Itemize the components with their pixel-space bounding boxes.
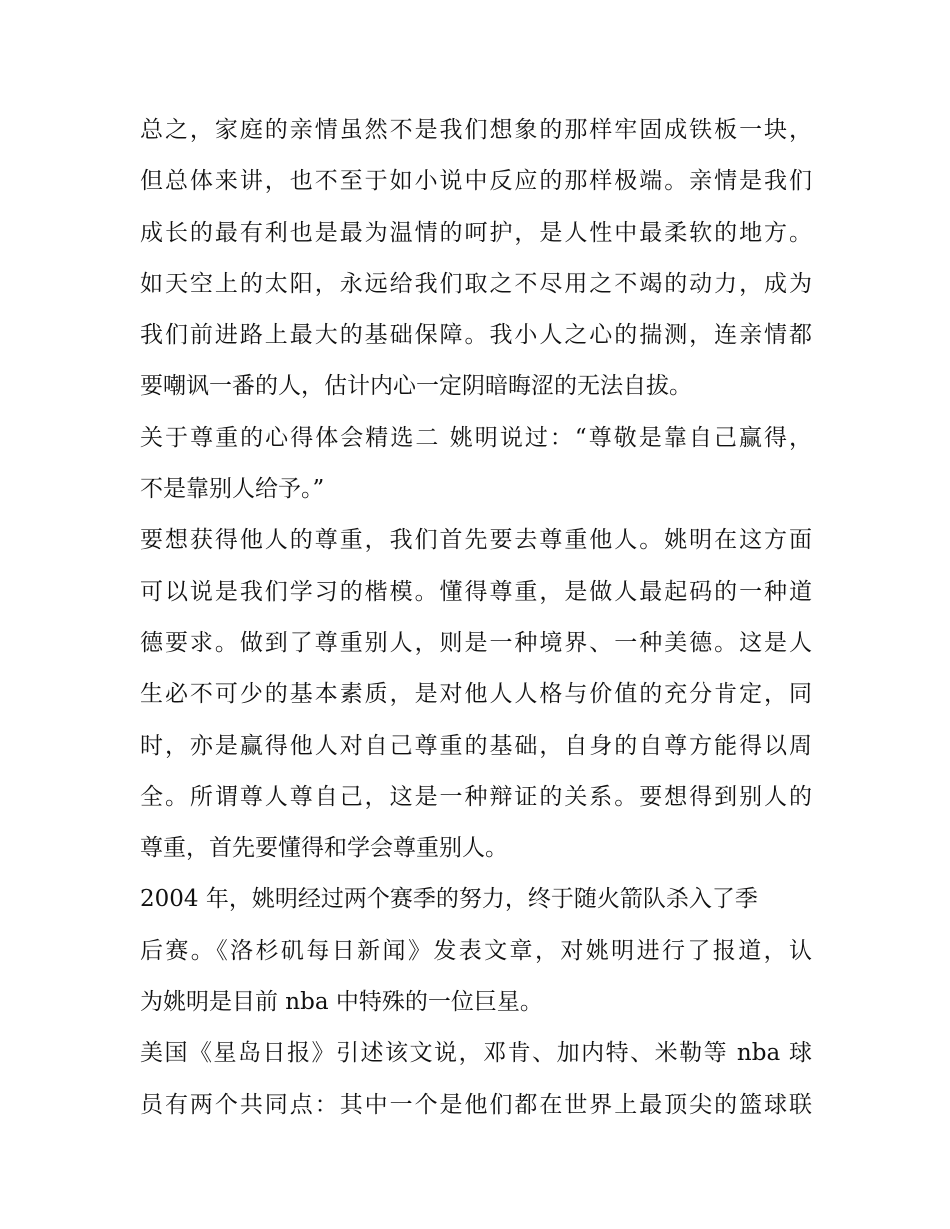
text-line: 后赛。《洛杉矶每日新闻》发表文章，对姚明进行了报道，认 <box>140 937 812 964</box>
text-line: 美国《星岛日报》引述该文说，邓肯、加内特、米勒等 nba 球 <box>140 1040 812 1067</box>
text-line: 如天空上的太阳，永远给我们取之不尽用之不竭的动力，成为 <box>140 270 812 297</box>
text-line: 时，亦是赢得他人对自己尊重的基础，自身的自尊方能得以周 <box>140 732 812 759</box>
text-line: 员有两个共同点：其中一个是他们都在世界上最顶尖的篮球联 <box>140 1091 812 1118</box>
text-line: 尊重，首先要懂得和学会尊重别人。 <box>140 835 508 862</box>
text-line: 关于尊重的心得体会精选二 姚明说过：“尊敬是靠自己赢得， <box>140 424 812 451</box>
text-line: 我们前进路上最大的基础保障。我小人之心的揣测，连亲情都 <box>140 322 812 349</box>
text-line: 生必不可少的基本素质，是对他人人格与价值的充分肯定，同 <box>140 681 812 708</box>
text-line: 总之，家庭的亲情虽然不是我们想象的那样牢固成铁板一块， <box>140 117 812 143</box>
text-line: 为姚明是目前 nba 中特殊的一位巨星。 <box>140 989 543 1016</box>
text-line: 但总体来讲，也不至于如小说中反应的那样极端。亲情是我们 <box>140 168 812 195</box>
text-line: 不是靠别人给予。” <box>140 476 325 503</box>
text-line: 成长的最有利也是最为温情的呵护，是人性中最柔软的地方。 <box>140 219 812 246</box>
document-body <box>140 105 812 1131</box>
text-line: 要嘲讽一番的人，估计内心一定阴暗晦涩的无法自拔。 <box>140 373 692 400</box>
text-line: 全。所谓尊人尊自己，这是一种辩证的关系。要想得到别人的 <box>140 783 812 810</box>
text-line: 德要求。做到了尊重别人，则是一种境界、一种美德。这是人 <box>140 629 812 656</box>
text-line: 要想获得他人的尊重，我们首先要去尊重他人。姚明在这方面 <box>140 527 812 554</box>
text-line: 可以说是我们学习的楷模。懂得尊重，是做人最起码的一种道 <box>140 578 812 605</box>
text-line: 2004 年，姚明经过两个赛季的努力，终于随火箭队杀入了季 <box>140 886 758 913</box>
